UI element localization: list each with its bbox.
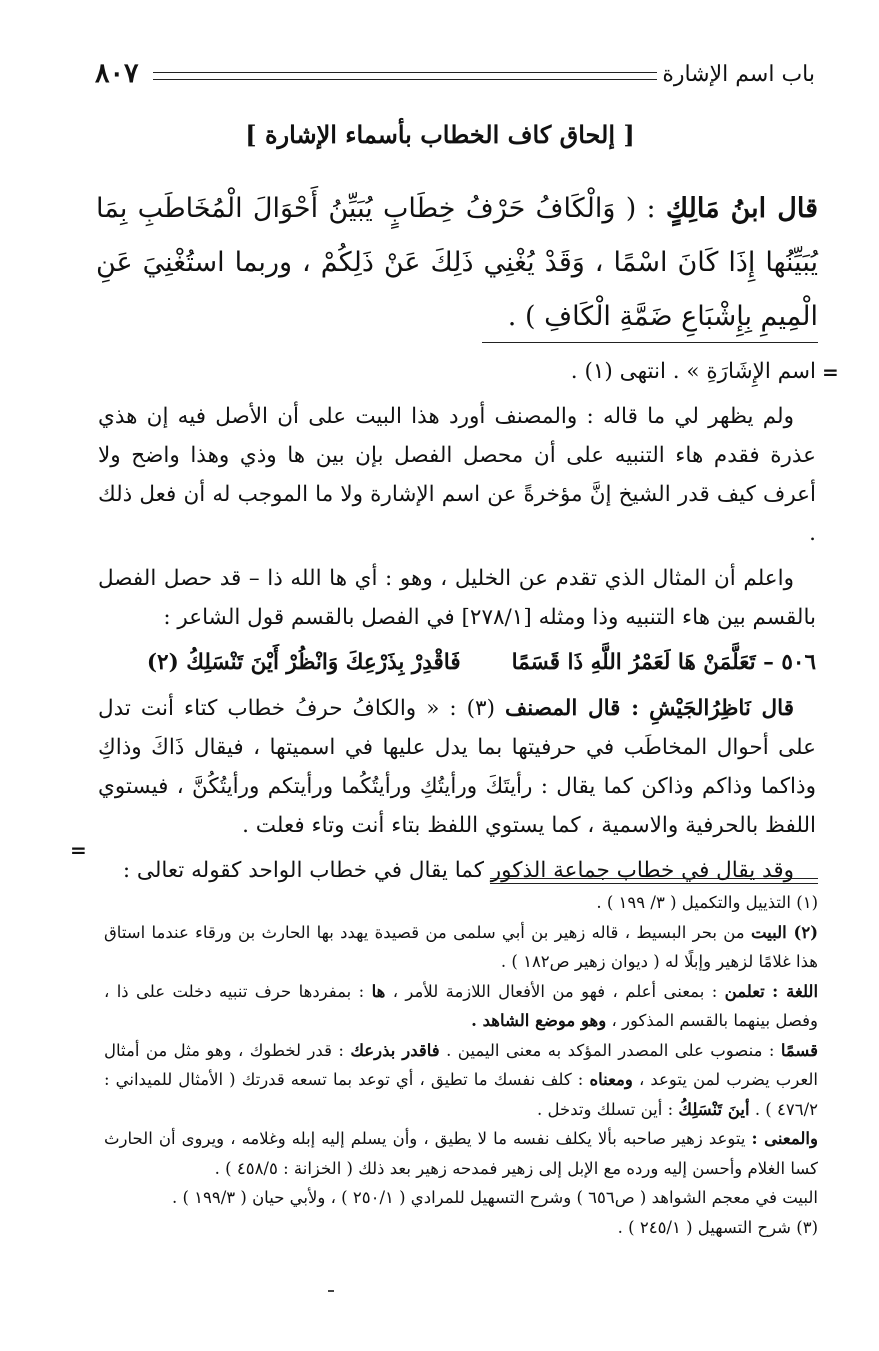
footnote-language-word-2: ها: [371, 981, 386, 1001]
page-number: ٨٠٧: [95, 58, 139, 89]
continuation-mark-top: =: [822, 360, 839, 384]
footnote-2: [104, 918, 818, 977]
paragraph-3-text: (٣) : « والكافُ حرفُ خطاب كتاء أنت تدل على أحوال المخاطَب في حرفيتها بما يدل عليها في اسميتها ، فيقال ذَاكَ وذاكِ وذاكما وذاكم وذاكن كما يقال : رأيتَكَ ورأيتُكِ ورأيتُكُما ورأيتكم ورأيتُكُنَّ ، فيستوي اللفظ بالحرفية والاسمية ، كما يستوي اللفظ بتاء أنت وتاء فعلت .: [98, 696, 816, 838]
paragraph-3-quote-source: : قال المصنف: [504, 696, 640, 721]
footnote-language-text-1: : بمعنى أعلم ، فهو من الأفعال اللازمة للأمر ،: [392, 981, 718, 1001]
verse-separator-rule: [482, 342, 818, 343]
footnote-language-label: اللغة :: [772, 981, 819, 1001]
paragraph-3-speaker: قال نَاظِرُالجَيْشِ: [649, 696, 794, 721]
poem-second-hemistich: فَاقْدِرْ بِذَرْعِكَ وَانْظُرْ أَيْنَ تَنْسَلِكُ (٢): [146, 650, 461, 675]
footnote-2-label: (٢) البيت: [750, 922, 818, 942]
paragraph-2: واعلم أن المثال الذي تقدم عن الخليل ، وهو : أي ها الله ذا – قد حصل الفصل بالقسم بين هاء التنبيه وذا ومثله [٢٧٨/١] في الفصل بالقسم قول الشاعر :: [98, 566, 816, 630]
footnote-language: [104, 977, 818, 1036]
poem-first-hemistich: تَعَلَّمَنْ هَا لَعَمْرُ اللَّهِ ذَا قَسَمًا: [511, 650, 756, 675]
footnote-qasam-text-3: : كلف نفسك ما تطيق ، أي توعد بما تسعه قدرتك ( الأمثال للميداني : ٤٧٦/٢ ) .: [104, 1070, 818, 1119]
footnote-qasam-label: قسمًا: [780, 1040, 818, 1060]
running-header: [95, 58, 815, 92]
running-header-title: باب اسم الإشارة: [662, 62, 815, 87]
continuation-mark-bottom: =: [70, 838, 87, 862]
footnote-3: (٣) شرح التسهيل ( ٢٤٥/١ ) .: [617, 1217, 818, 1237]
verse-author: قال ابنُ مَالِكٍ: [665, 193, 818, 224]
paragraph-3: [98, 689, 816, 845]
footnote-references: البيت في معجم الشواهد ( ص٦٥٦ ) وشرح التسهيل للمرادي ( ٢٥٠/١ ) ، ولأبي حيان ( ١٩٩/٣ ) .: [171, 1188, 818, 1207]
poem-verse: [98, 643, 816, 683]
footnote-2-text: من بحر البسيط ، قاله زهير بن أبي سلمى من قصيدة يهدد بها الحارث بن ورقاء عندما استاق هذا غلامًا لزهير وإبلًا له ( ديوان زهير ص١٨٢ ) .: [104, 922, 818, 971]
verse-text: : ( وَالْكَافُ حَرْفُ خِطَابٍ يُبَيِّنُ أَحْوَالَ الْمُخَاطَبِ بِمَا يُبَيِّنُها إِذَا كَانَ اسْمًا ، وَقَدْ يُغْنِي ذَلِكَ عَنْ ذَلِكُمْ ، وربما استُغْنِيَ عَنِ الْمِيمِ بِإِشْبَاعِ ضَمَّةِ الْكَافِ ) .: [96, 193, 818, 332]
footnote-language-word-1: تعلمن: [724, 981, 765, 1001]
footnotes: [104, 888, 818, 1242]
paragraph-1: ولم يظهر لي ما قاله : والمصنف أورد هذا البيت على أن الأصل فيه إن هذي عذرة فقدم هاء التنبيه على أن محصل الفصل بإن بين ها وذي وهذا واضح ولا أعرف كيف قدر الشيخ إنَّ مؤخرةً عن اسم الإشارة ولا ما الموجب له أن فعل ذلك .: [98, 404, 816, 546]
footnote-1: (١) التذييل والتكميل ( ٣/ ١٩٩ ) .: [596, 893, 818, 912]
footnote-meaning-label: والمعنى :: [751, 1129, 818, 1148]
commentary-body: [98, 352, 816, 896]
footnote-qasam-word-3: أينَ تَنْسَلِكُ: [678, 1099, 750, 1119]
footnotes-separator-rule: [490, 878, 818, 884]
footnote-qasam-word-2: ومعناه: [589, 1070, 633, 1089]
footnote-meaning-text: يتوعد زهير صاحبه بألا يكلف نفسه ما لا يطيق ، وأن يسلم إليه إبله وغلامه ، ويروى أن الحارث كسا الغلام وأحسن إليه ورده مع الإبل إلى زهير فمدحه زهير بعد ذلك ( الخزانة : ٤٥٨/٥ ) .: [104, 1129, 818, 1178]
footnote-qasam: [104, 1036, 818, 1125]
footnote-qasam-word: فاقدر بذرعك: [350, 1040, 440, 1060]
section-title: [ إلحاق كاف الخطاب بأسماء الإشارة ]: [245, 120, 635, 149]
footnote-qasam-text-1: : منصوب على المصدر المؤكد به معنى اليمين .: [446, 1040, 775, 1060]
footnote-qasam-text-4: : أين تسلك وتدخل .: [537, 1099, 674, 1119]
footnote-qasam-text-2: : قدر لخطوك ، وهو مثل من أمثال العرب يضرب لمن يتوعد ،: [104, 1040, 819, 1089]
footnote-language-text-2: : بمفردها حرف تنبيه دخلت على ذا ، وفصل بينهما بالقسم المذكور ،: [104, 981, 818, 1030]
page-foot-mark: [328, 1290, 334, 1292]
header-double-rule: [153, 72, 657, 80]
footnote-meaning: [104, 1124, 818, 1183]
paragraph-continuation: اسم الإِشَارَةِ » . انتهى (١) .: [570, 359, 816, 384]
poem-number: ٥٠٦ –: [763, 650, 816, 675]
footnote-language-text-3: وهو موضع الشاهد .: [471, 1011, 607, 1030]
paragraph-4: وقد يقال في خطاب جماعة الذكور كما يقال في خطاب الواحد كقوله تعالى :: [122, 858, 794, 883]
alfiyya-text-block: [96, 182, 818, 344]
